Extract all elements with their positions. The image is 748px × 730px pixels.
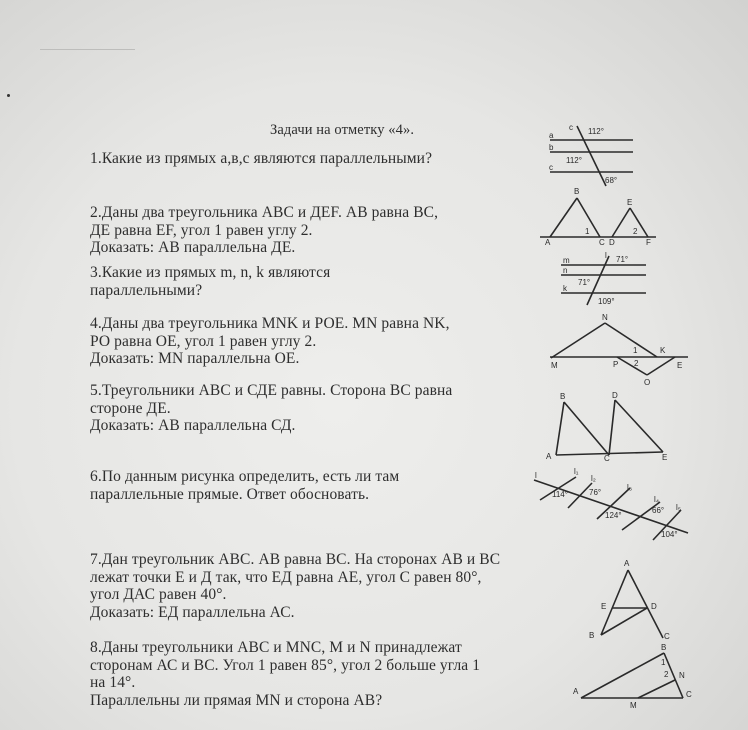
figure-label: 1 bbox=[661, 658, 666, 667]
figure-1 bbox=[549, 123, 633, 186]
question-line: ДЕ равна ЕF, угол 1 равен углу 2. bbox=[90, 221, 313, 239]
figure-label: B bbox=[589, 631, 595, 640]
figure-label: C bbox=[599, 238, 605, 247]
figure-label: l₁ bbox=[574, 467, 579, 476]
figure-label: l₃ bbox=[627, 483, 633, 492]
question-line: Параллельны ли прямая MN и сторона АВ? bbox=[90, 691, 383, 709]
figure-line bbox=[605, 323, 657, 357]
figure-label: D bbox=[609, 238, 615, 247]
question-line: 6.По данным рисунка определить, есть ли там bbox=[90, 468, 400, 485]
figure-label: E bbox=[627, 198, 633, 207]
figure-label: A bbox=[624, 559, 630, 568]
figure-label: A bbox=[546, 452, 552, 461]
figure-line bbox=[628, 570, 663, 638]
figure-label: 109° bbox=[598, 297, 615, 306]
question-line: на 14°. bbox=[90, 674, 136, 691]
figure-label: 66° bbox=[652, 506, 665, 515]
question-line: Доказать: MN параллельна ОЕ. bbox=[90, 350, 300, 367]
question-line: РО равна ОЕ, угол 1 равен углу 2. bbox=[90, 332, 317, 350]
page-title: Задачи на отметку «4». bbox=[270, 122, 415, 138]
question-line: стороне ДЕ. bbox=[90, 399, 171, 417]
question-line: 1.Какие из прямых а,в,с являются параллельными? bbox=[90, 150, 433, 167]
figure-3 bbox=[561, 251, 646, 306]
figure-label: F bbox=[646, 238, 651, 247]
figure-label: 68° bbox=[605, 176, 618, 185]
figure-label: N bbox=[602, 313, 608, 322]
figure-label: C bbox=[686, 690, 692, 699]
figure-label: K bbox=[660, 346, 666, 355]
figure-label: l bbox=[605, 251, 607, 260]
question-line: сторонам АС и ВС. Угол 1 равен 85°, угол 2 больше угла 1 bbox=[90, 656, 481, 674]
question-line: лежат точки Е и Д так, что ЕД равна АЕ, угол С равен 80°, bbox=[90, 568, 482, 586]
figure-label: l bbox=[535, 471, 537, 480]
figure-8 bbox=[573, 643, 692, 710]
figure-line bbox=[564, 402, 609, 455]
figure-line bbox=[551, 323, 605, 358]
figure-label: c bbox=[549, 163, 553, 172]
figure-label: 76° bbox=[589, 488, 602, 497]
figure-label: 2 bbox=[633, 227, 638, 236]
question-line: 4.Даны два треугольника MNK и РОЕ. MN равна NK, bbox=[90, 315, 450, 332]
figure-label: a bbox=[549, 131, 554, 140]
figure-label: C bbox=[664, 632, 670, 641]
figure-label: P bbox=[613, 360, 619, 369]
figure-label: 104° bbox=[661, 530, 678, 539]
figure-label: 124° bbox=[605, 511, 622, 520]
figure-label: M bbox=[551, 361, 558, 370]
question-line: 3.Какие из прямых m, n, k являются bbox=[90, 264, 331, 281]
question-line: Доказать: АВ параллельна ДЕ. bbox=[90, 239, 296, 256]
figure-label: l₅ bbox=[676, 503, 681, 512]
figure-label: 71° bbox=[616, 255, 629, 264]
figure-line bbox=[638, 680, 675, 698]
figure-label: l₂ bbox=[591, 474, 596, 483]
figure-label: D bbox=[612, 391, 618, 400]
figure-label: B bbox=[661, 643, 667, 652]
figure-label: 2 bbox=[664, 670, 669, 679]
figure-label: C bbox=[604, 454, 610, 463]
figure-label: B bbox=[560, 392, 566, 401]
figure-label: 1 bbox=[585, 227, 590, 236]
question-line: 8.Даны треугольники АВС и MNC, М и N принадлежат bbox=[90, 639, 462, 656]
figure-label: 114° bbox=[552, 490, 568, 499]
figure-label: A bbox=[573, 687, 579, 696]
figure-label: 112° bbox=[588, 127, 604, 136]
figure-label: M bbox=[630, 701, 637, 710]
figure-label: 112° bbox=[566, 156, 582, 165]
figure-line bbox=[617, 357, 647, 375]
figure-label: B bbox=[574, 187, 580, 196]
question-line: 2.Даны два треугольника АВС и ДЕF. АВ равна ВС, bbox=[90, 204, 439, 221]
figure-5 bbox=[546, 391, 667, 463]
question-line: 5.Треугольники АВС и СДЕ равны. Сторона ВС равна bbox=[90, 382, 453, 399]
figure-label: l₄ bbox=[654, 495, 660, 504]
question-line: параллельные прямые. Ответ обосновать. bbox=[90, 485, 370, 503]
question-line: Доказать: АВ параллельна СД. bbox=[90, 417, 296, 434]
figure-2 bbox=[540, 187, 656, 247]
question-line: параллельными? bbox=[90, 281, 203, 299]
question-line: 7.Дан треугольник АВС. АВ равна ВС. На сторонах АВ и ВС bbox=[90, 551, 501, 568]
figure-label: c bbox=[569, 123, 573, 132]
figure-line bbox=[550, 198, 577, 237]
figure-line bbox=[615, 400, 663, 452]
figure-7 bbox=[589, 559, 670, 641]
figure-label: m bbox=[563, 256, 570, 265]
figure-6 bbox=[534, 467, 688, 540]
figure-label: n bbox=[563, 266, 568, 275]
figure-label: E bbox=[677, 361, 683, 370]
question-line: угол ДАС равен 40°. bbox=[90, 586, 227, 603]
figure-line bbox=[647, 357, 675, 375]
figure-line bbox=[601, 608, 647, 635]
figure-label: E bbox=[662, 453, 668, 462]
figure-label: A bbox=[545, 238, 551, 247]
question-line: Доказать: ЕД параллельна АС. bbox=[90, 603, 295, 621]
figure-4 bbox=[550, 313, 688, 387]
figure-line bbox=[609, 400, 615, 455]
figure-label: N bbox=[679, 671, 685, 680]
figure-label: 2 bbox=[634, 359, 639, 368]
figure-label: 71° bbox=[578, 278, 591, 287]
figure-label: O bbox=[644, 378, 651, 387]
figure-line bbox=[556, 402, 564, 455]
figure-label: E bbox=[601, 602, 607, 611]
figure-line bbox=[612, 208, 630, 237]
figure-label: 1 bbox=[633, 346, 638, 355]
figure-label: k bbox=[563, 284, 567, 293]
figure-label: D bbox=[651, 602, 657, 611]
figure-label: b bbox=[549, 143, 554, 152]
